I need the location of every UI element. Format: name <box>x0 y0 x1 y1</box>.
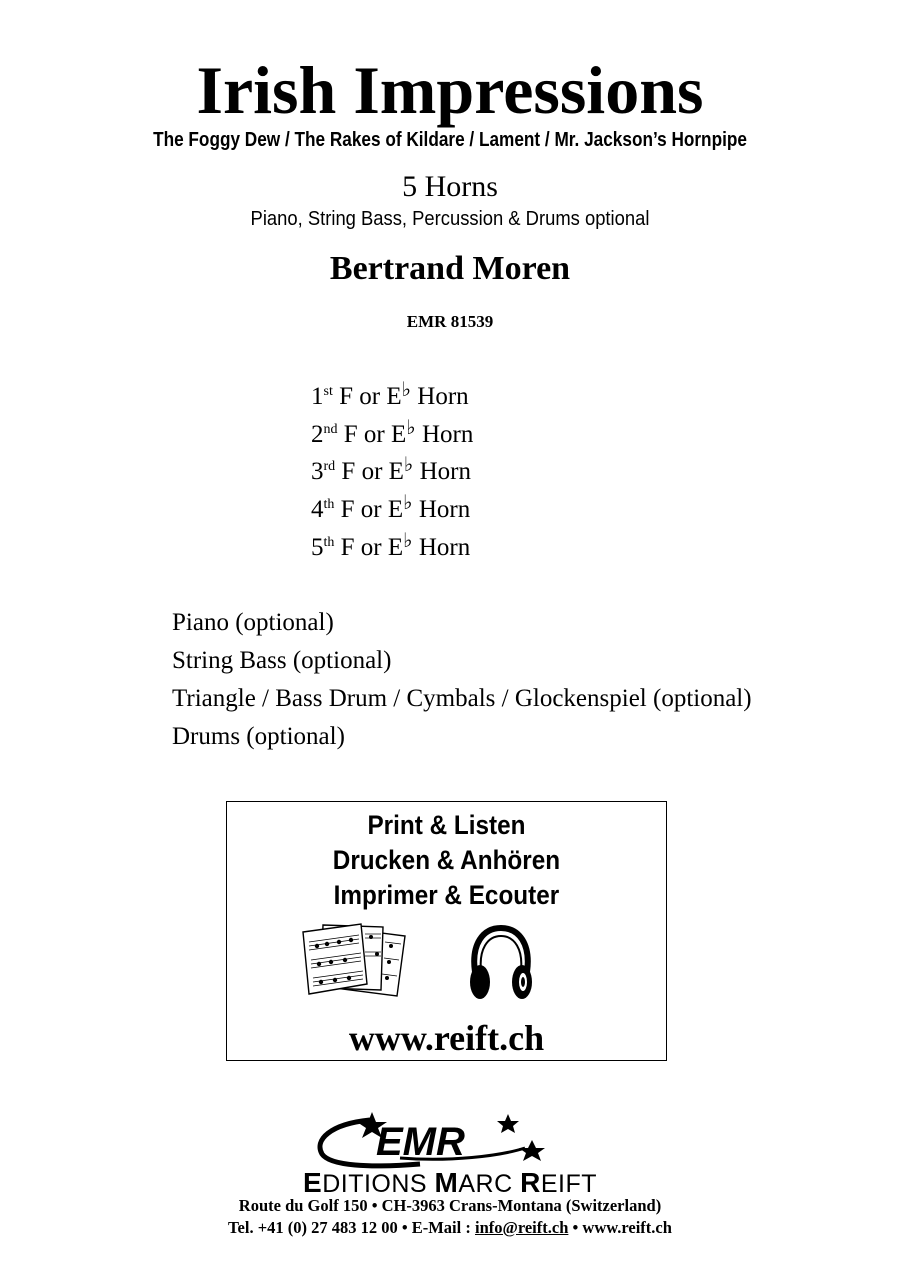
publisher-initial: E <box>303 1167 323 1198</box>
horn-part <box>311 529 711 567</box>
part-key: F or E <box>340 533 404 561</box>
email-link[interactable]: info@reift.ch <box>474 1218 569 1237</box>
promo-line-de: Drucken & Anhören <box>332 845 561 875</box>
part-instrument: Horn <box>419 458 471 486</box>
flat-sign: ♭ <box>403 492 413 515</box>
optional-part: Drums (optional) <box>172 723 345 750</box>
flat-sign: ♭ <box>406 416 416 439</box>
part-number: 1 <box>311 383 324 410</box>
optional-part: String Bass (optional) <box>172 647 392 674</box>
horn-part <box>311 416 711 454</box>
horn-part <box>311 453 711 491</box>
logo-text: EMR <box>376 1120 465 1164</box>
horn-part <box>311 378 711 416</box>
part-key: F or E <box>343 420 407 448</box>
catalog-number: EMR 81539 <box>406 312 494 331</box>
flat-sign: ♭ <box>403 454 414 477</box>
optional-part: Triangle / Bass Drum / Cymbals / Glockenspiel (optional) <box>172 685 752 712</box>
publisher-word: ARC <box>458 1170 521 1198</box>
ordinal-suffix: th <box>323 534 335 550</box>
flat-sign: ♭ <box>403 529 413 552</box>
print-listen-box <box>226 801 667 1061</box>
optional-instruments: Piano, String Bass, Percussion & Drums optional <box>250 208 650 230</box>
promo-website[interactable]: www.reift.ch <box>348 1018 545 1058</box>
part-instrument: Horn <box>418 496 471 524</box>
ordinal-suffix: nd <box>323 421 338 437</box>
part-number: 4 <box>311 496 324 524</box>
ordinal-suffix: st <box>323 384 333 399</box>
optional-part: Piano (optional) <box>172 609 334 636</box>
promo-line-en: Print & Listen <box>367 810 526 840</box>
optional-parts-list <box>172 604 872 756</box>
part-instrument: Horn <box>418 533 471 561</box>
promo-line-fr: Imprimer & Ecouter <box>333 880 560 910</box>
phone-text: Tel. +41 (0) 27 483 12 00 • E-Mail : <box>228 1218 475 1237</box>
subtitle-movements: The Foggy Dew / The Rakes of Kildare / Lament / Mr. Jackson’s Hornpipe <box>153 129 747 151</box>
headphones-icon <box>467 924 535 1002</box>
part-key: F or E <box>341 458 404 486</box>
part-instrument: Horn <box>421 420 474 448</box>
publisher-contact <box>0 1218 900 1238</box>
composer-name: Bertrand Moren <box>329 250 571 287</box>
publisher-initial: M <box>434 1167 459 1198</box>
horn-part <box>311 491 711 529</box>
horn-parts-list <box>311 378 711 567</box>
part-key: F or E <box>339 383 402 410</box>
emr-logo-icon <box>310 1110 550 1172</box>
ordinal-suffix: rd <box>323 459 336 475</box>
publisher-word: DITIONS <box>322 1170 435 1198</box>
publisher-name <box>260 1168 640 1199</box>
publisher-initial: R <box>520 1167 541 1198</box>
part-number: 2 <box>311 420 324 448</box>
part-instrument: Horn <box>417 383 469 410</box>
flat-sign: ♭ <box>401 379 412 401</box>
website-text: • www.reift.ch <box>568 1218 672 1237</box>
page-title: Irish Impressions <box>196 52 704 128</box>
ordinal-suffix: th <box>323 497 335 513</box>
part-number: 3 <box>311 458 324 486</box>
publisher-address: Route du Golf 150 • CH-3963 Crans-Montana (Switzerland) <box>238 1196 662 1215</box>
part-number: 5 <box>311 533 324 561</box>
sheet-music-icon <box>301 922 411 1000</box>
instrumentation: 5 Horns <box>402 170 498 203</box>
part-key: F or E <box>340 496 404 524</box>
publisher-word: EIFT <box>540 1170 597 1198</box>
